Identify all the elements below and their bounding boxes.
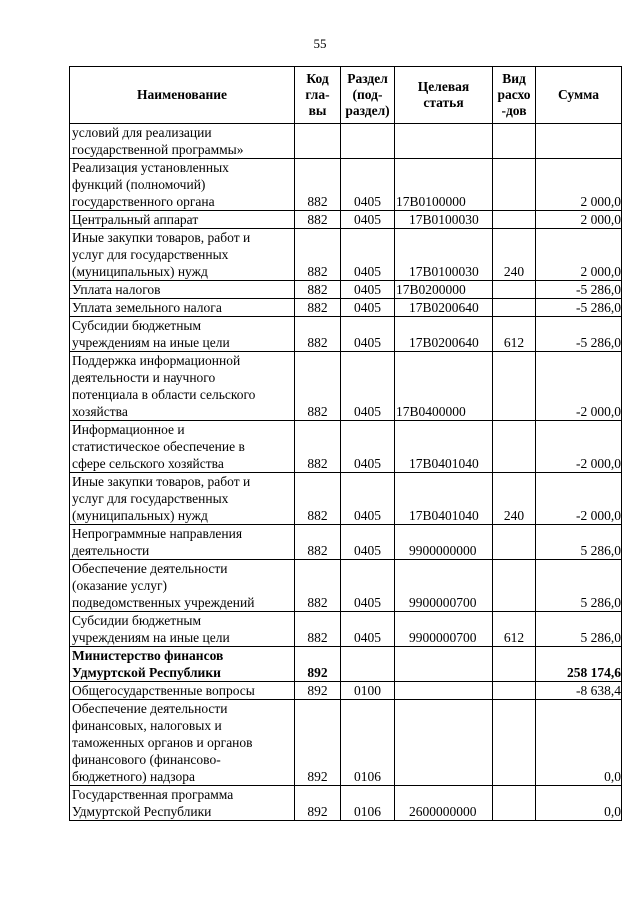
- table-row: [70, 682, 622, 700]
- row-code: 892: [295, 647, 341, 682]
- row-kind: [493, 211, 536, 229]
- row-name-line: Поддержка информационной: [72, 353, 241, 368]
- row-target: 9900000700: [395, 560, 493, 612]
- row-section: 0405: [341, 560, 395, 612]
- row-name-line: Государственная программа: [72, 787, 234, 802]
- row-sum: -5 286,0: [536, 317, 622, 352]
- row-code: 882: [295, 281, 341, 299]
- row-sum: 5 286,0: [536, 560, 622, 612]
- row-section: 0405: [341, 211, 395, 229]
- row-name-line: государственной программы»: [72, 142, 244, 157]
- row-code: 882: [295, 229, 341, 281]
- row-kind: [493, 647, 536, 682]
- row-target: 17В0200640: [395, 299, 493, 317]
- row-name-line: финансовых, налоговых и: [72, 718, 222, 733]
- row-kind: [493, 786, 536, 821]
- row-code: 882: [295, 159, 341, 211]
- row-name: [70, 612, 295, 647]
- row-name-line: Обеспечение деятельности: [72, 561, 228, 576]
- header-target: Целевая статья: [395, 67, 493, 124]
- row-sum: 2 000,0: [536, 229, 622, 281]
- row-name-line: Иные закупки товаров, работ и: [72, 230, 251, 245]
- row-name-line: сфере сельского хозяйства: [72, 456, 224, 471]
- row-name-line: (муниципальных) нужд: [72, 264, 208, 279]
- table-row: [70, 700, 622, 786]
- row-name-line: хозяйства: [72, 404, 128, 419]
- table-row: [70, 211, 622, 229]
- row-name: [70, 211, 295, 229]
- table-row: [70, 560, 622, 612]
- row-kind: [493, 700, 536, 786]
- row-kind: 240: [493, 473, 536, 525]
- row-target: 17В0401040: [395, 421, 493, 473]
- row-code: 882: [295, 421, 341, 473]
- row-target: 9900000000: [395, 525, 493, 560]
- row-sum: 258 174,6: [536, 647, 622, 682]
- row-code: 882: [295, 352, 341, 421]
- row-kind: [493, 124, 536, 159]
- row-name-line: финансового (финансово-: [72, 752, 221, 767]
- row-name: [70, 124, 295, 159]
- row-name-line: деятельности и научного: [72, 370, 216, 385]
- row-name: [70, 786, 295, 821]
- row-section: 0106: [341, 786, 395, 821]
- row-sum: 2 000,0: [536, 211, 622, 229]
- row-sum: 0,0: [536, 786, 622, 821]
- table-header-row: [70, 67, 622, 124]
- row-name: [70, 525, 295, 560]
- header-code: Код гла- вы: [295, 67, 341, 124]
- row-target: 17В0100030: [395, 229, 493, 281]
- row-code: [295, 124, 341, 159]
- row-sum: 5 286,0: [536, 612, 622, 647]
- row-sum: -2 000,0: [536, 473, 622, 525]
- row-name: [70, 281, 295, 299]
- row-kind: [493, 352, 536, 421]
- row-name: [70, 421, 295, 473]
- row-name-line: услуг для государственных: [72, 491, 229, 506]
- row-section: 0405: [341, 159, 395, 211]
- row-sum: -5 286,0: [536, 281, 622, 299]
- budget-table: [69, 66, 622, 821]
- row-name-line: Иные закупки товаров, работ и: [72, 474, 251, 489]
- row-name-line: Удмуртской Республики: [72, 804, 212, 819]
- row-name-line: статистическое обеспечение в: [72, 439, 245, 454]
- row-name-line: Субсидии бюджетным: [72, 318, 202, 333]
- row-name-line: Обеспечение деятельности: [72, 701, 228, 716]
- table-row: [70, 473, 622, 525]
- row-name-line: подведомственных учреждений: [72, 595, 255, 610]
- table-row: [70, 647, 622, 682]
- row-target: [395, 647, 493, 682]
- row-code: 882: [295, 299, 341, 317]
- row-name: [70, 229, 295, 281]
- row-sum: -5 286,0: [536, 299, 622, 317]
- row-kind: [493, 525, 536, 560]
- row-sum: 5 286,0: [536, 525, 622, 560]
- row-sum: 0,0: [536, 700, 622, 786]
- row-sum: -8 638,4: [536, 682, 622, 700]
- table-row: [70, 612, 622, 647]
- row-sum: -2 000,0: [536, 352, 622, 421]
- row-kind: [493, 281, 536, 299]
- table-body: [70, 124, 622, 821]
- row-kind: [493, 299, 536, 317]
- row-kind: [493, 159, 536, 211]
- table-row: [70, 786, 622, 821]
- row-name: [70, 473, 295, 525]
- table-row: [70, 159, 622, 211]
- row-name: [70, 700, 295, 786]
- row-sum: -2 000,0: [536, 421, 622, 473]
- table-row: [70, 229, 622, 281]
- row-section: 0405: [341, 612, 395, 647]
- row-code: 882: [295, 560, 341, 612]
- row-name-line: условий для реализации: [72, 125, 212, 140]
- table-row: [70, 525, 622, 560]
- page-number: 55: [313, 36, 327, 51]
- row-target: 17В0400000: [395, 352, 493, 421]
- table-row: [70, 317, 622, 352]
- row-name-line: бюджетного) надзора: [72, 769, 195, 784]
- row-name-line: Удмуртской Республики: [72, 665, 221, 680]
- row-sum: 2 000,0: [536, 159, 622, 211]
- row-target: [395, 682, 493, 700]
- row-name-line: Уплата налогов: [72, 282, 161, 297]
- row-section: 0100: [341, 682, 395, 700]
- row-kind: [493, 421, 536, 473]
- row-name-line: Субсидии бюджетным: [72, 613, 202, 628]
- row-target: 2600000000: [395, 786, 493, 821]
- row-target: 17В0100000: [395, 159, 493, 211]
- row-name: [70, 317, 295, 352]
- row-name: [70, 682, 295, 700]
- row-name-line: (муниципальных) нужд: [72, 508, 208, 523]
- row-name-line: функций (полномочий): [72, 177, 206, 192]
- table-row: [70, 352, 622, 421]
- row-name-line: потенциала в области сельского: [72, 387, 256, 402]
- header-section: Раздел (под- раздел): [341, 67, 395, 124]
- row-section: [341, 647, 395, 682]
- row-sum: [536, 124, 622, 159]
- row-name-line: Непрограммные направления: [72, 526, 243, 541]
- row-kind: [493, 560, 536, 612]
- row-kind: 240: [493, 229, 536, 281]
- row-target: 9900000700: [395, 612, 493, 647]
- row-code: 882: [295, 612, 341, 647]
- row-code: 882: [295, 525, 341, 560]
- row-name-line: Общегосударственные вопросы: [72, 683, 255, 698]
- row-code: 882: [295, 317, 341, 352]
- row-section: 0405: [341, 281, 395, 299]
- row-section: 0405: [341, 299, 395, 317]
- table-row: [70, 124, 622, 159]
- row-name: [70, 159, 295, 211]
- row-section: 0405: [341, 352, 395, 421]
- row-name-line: учреждениям на иные цели: [72, 630, 230, 645]
- row-name-line: государственного органа: [72, 194, 215, 209]
- row-target: 17В0200000: [395, 281, 493, 299]
- row-section: 0405: [341, 229, 395, 281]
- row-name-line: Министерство финансов: [72, 648, 224, 663]
- row-name-line: Центральный аппарат: [72, 212, 199, 227]
- row-target: [395, 124, 493, 159]
- row-target: 17В0401040: [395, 473, 493, 525]
- row-section: 0106: [341, 700, 395, 786]
- row-name-line: Информационное и: [72, 422, 185, 437]
- row-section: [341, 124, 395, 159]
- row-code: 892: [295, 700, 341, 786]
- row-name-line: услуг для государственных: [72, 247, 229, 262]
- row-name-line: Уплата земельного налога: [72, 300, 222, 315]
- row-section: 0405: [341, 473, 395, 525]
- row-section: 0405: [341, 317, 395, 352]
- row-target: 17В0100030: [395, 211, 493, 229]
- header-kind: Вид расхо -дов: [493, 67, 536, 124]
- row-name-line: (оказание услуг): [72, 578, 167, 593]
- row-name-line: таможенных органов и органов: [72, 735, 253, 750]
- row-name: [70, 352, 295, 421]
- row-target: [395, 700, 493, 786]
- row-name: [70, 299, 295, 317]
- row-section: 0405: [341, 525, 395, 560]
- table-row: [70, 299, 622, 317]
- table-row: [70, 421, 622, 473]
- row-target: 17В0200640: [395, 317, 493, 352]
- header-sum: Сумма: [536, 67, 622, 124]
- row-kind: 612: [493, 317, 536, 352]
- row-name-line: учреждениям на иные цели: [72, 335, 230, 350]
- row-code: 892: [295, 786, 341, 821]
- row-name-line: Реализация установленных: [72, 160, 229, 175]
- header-name: Наименование: [70, 67, 295, 124]
- row-name: [70, 647, 295, 682]
- row-code: 882: [295, 473, 341, 525]
- row-name: [70, 560, 295, 612]
- row-kind: [493, 682, 536, 700]
- row-code: 882: [295, 211, 341, 229]
- table-row: [70, 281, 622, 299]
- row-name-line: деятельности: [72, 543, 150, 558]
- row-code: 892: [295, 682, 341, 700]
- row-kind: 612: [493, 612, 536, 647]
- row-section: 0405: [341, 421, 395, 473]
